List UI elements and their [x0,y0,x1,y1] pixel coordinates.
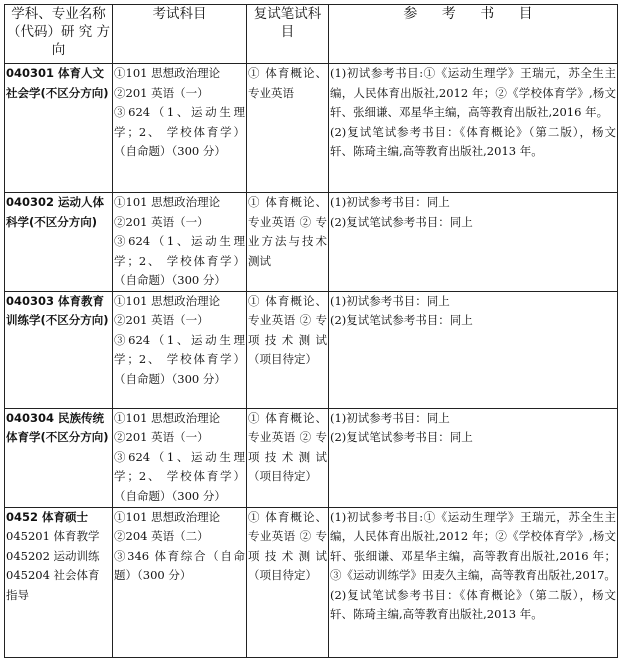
exam-subject: ①101 思想政治理论 [114,509,221,524]
table-header-row [5,5,618,64]
reference-books: (1)初试参考书目：同上 [330,195,450,209]
reference-books: (1)初试参考书目:①《运动生理学》王瑞元，苏全生主编，人民体育出版社,2012 年；②《学校体育学》,杨文轩、张细谦、邓星华主编，高等教育出版社,2016 年；③《运动训练学》田麦久主编，高等教育出版社,2017。 [330,509,616,582]
reference-books: (2)复试笔试参考书目：同上 [330,313,473,327]
reference-books: (1)初试参考书目：同上 [330,410,450,425]
header-retest-subjects: 复试笔试科目 [247,5,329,64]
reference-books: (2)复试笔试参考书目：《体育概论》（第二版），杨文轩、陈琦主编,高等教育出版社,2013 年。 [330,587,616,621]
reference-books: (2)复试笔试参考书目：同上 [330,430,473,444]
exam-subject: ①101 思想政治理论 [114,66,221,80]
exam-subject-table [4,4,618,658]
exam-subject: ③624（1、运动生理学；2、 学校体育学）（自命题）（300 分） [114,449,245,503]
major-direction: 045204 社会体育指导 [6,568,100,602]
major-direction: 045202 运动训练 [6,548,100,563]
reference-books: (1)初试参考书目:①《运动生理学》王瑞元，苏全生主编，人民体育出版社,2012 年；②《学校体育学》,杨文轩、张细谦、邓星华主编，高等教育出版社,2016 年。 [330,66,616,119]
major-name: 040302 运动人体科学(不区分方向) [6,195,105,229]
retest-subject: ① 体育概论、专业英语 ② 专项技术测试（项目待定） [248,509,327,582]
header-reference-books: 参 考 书 目 [329,5,618,64]
major-name: 040301 体育人文社会学(不区分方向) [6,66,109,100]
reference-books: (2)复试笔试参考书目：同上 [330,214,473,229]
exam-subject: ③346 体育综合（自命题）（300 分） [114,548,245,582]
exam-subject: ③624（1、运动生理学；2、 学校体育学）（自命题）（300 分） [114,332,245,386]
retest-subject: ① 体育概论、专业英语 ② 专业方法与技术测试 [248,195,327,268]
exam-subject: ②204 英语（二） [114,529,209,543]
major-direction: 045201 体育教学 [6,529,100,543]
header-exam-subjects: 考试科目 [113,5,247,64]
exam-subject: ③624（1、运动生理学；2、 学校体育学）（自命题）（300 分） [114,234,245,287]
exam-subject: ②201 英语（一） [114,430,209,444]
table-row [5,193,618,292]
table-row [5,64,618,193]
exam-subject: ①101 思想政治理论 [114,410,221,425]
retest-subject: ① 体育概论、专业英语 [248,66,327,100]
exam-subject: ①101 思想政治理论 [114,293,221,308]
table-row [5,507,618,657]
reference-books: (2)复试笔试参考书目：《体育概论》（第二版），杨文轩、陈琦主编,高等教育出版社,2013 年。 [330,124,616,158]
exam-subject: ①101 思想政治理论 [114,195,221,209]
major-name: 0452 体育硕士 [6,509,89,524]
retest-subject: ① 体育概论、专业英语 ② 专项技术测试（项目待定） [248,410,327,483]
table-row [5,408,618,507]
major-name: 040303 体育教育训练学(不区分方向) [6,293,109,327]
exam-subject: ②201 英语（一） [114,85,209,100]
major-name: 040304 民族传统体育学(不区分方向) [6,410,109,444]
reference-books: (1)初试参考书目：同上 [330,293,450,308]
exam-subject: ②201 英语（一） [114,313,209,327]
retest-subject: ① 体育概论、专业英语 ② 专项技术测试（项目待定） [248,293,327,366]
exam-subject: ③624（1、运动生理学；2、 学校体育学）（自命题）（300 分） [114,105,245,158]
header-major: 学科、专业名称（代码）研 究 方 向 [5,5,113,64]
table-row [5,291,618,408]
exam-subject: ②201 英语（一） [114,214,209,229]
